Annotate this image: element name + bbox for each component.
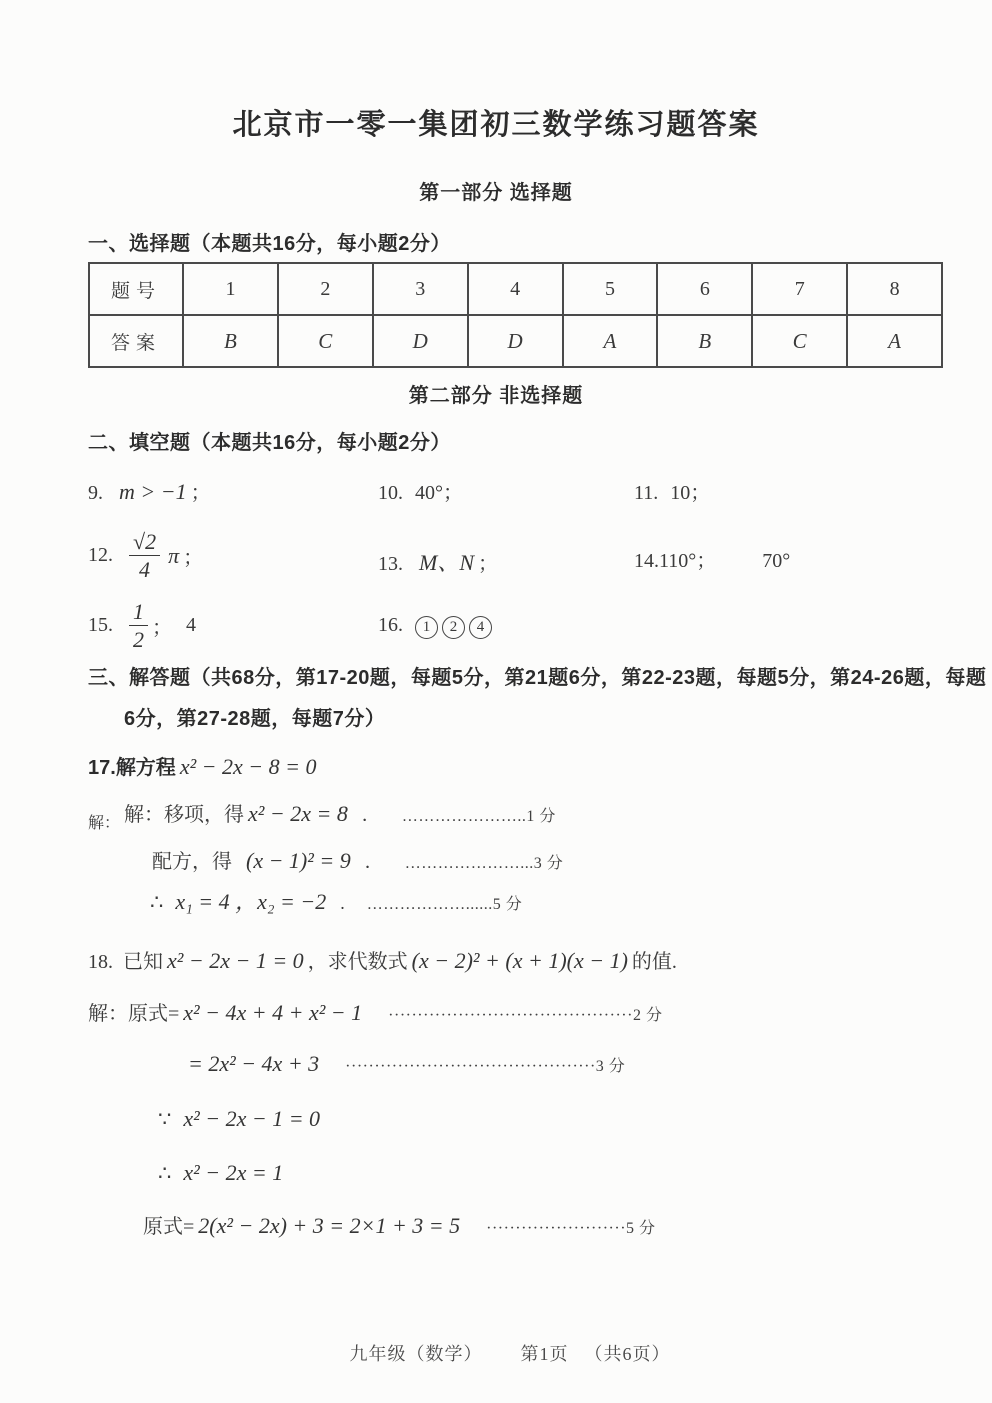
question-text: 的值. [631,951,677,973]
period: . [340,893,345,913]
item-answer: m > −1 [119,479,187,504]
table-row-question-numbers [89,263,942,315]
circled-number: 4 [469,616,492,639]
answer-cell: B [183,315,278,367]
equation: (x − 1)² = 9 [246,848,351,873]
page-footer [14,1340,992,1366]
item-answer: 110°； [659,550,717,572]
item-punctuation: ； [190,482,211,504]
equation: x² − 2x − 1 = 0 [167,948,304,973]
question-18-title [88,945,677,974]
choice-section-title: 一、选择题（本题共16分，每小题2分） [88,233,451,255]
answer-cell: A [847,315,942,367]
score-dots: …………………...3 分 [404,855,564,872]
fill-item-16 [378,614,496,639]
circled-number: 1 [415,616,438,639]
solution-line-18-4 [158,1160,287,1186]
score-dots: ························5 分 [486,1220,656,1237]
fill-item-12 [88,530,203,581]
question-number-cell: 7 [752,263,847,315]
answer-cell: C [278,315,373,367]
part1-heading: 第一部分 选择题 [419,182,573,204]
item-punctuation: ； [152,617,172,640]
question-text: ，求代数式 [307,951,408,973]
therefore-symbol: ∴ [158,1161,172,1185]
table-row-answers [89,315,942,367]
solution-prefix: 解：移项，得 [124,804,245,826]
fill-item-14 [634,544,790,573]
item-label: 16. [378,614,403,636]
solution-prefix: 原式= [143,1216,195,1238]
footer-total-pages: （共6页） [584,1344,671,1364]
answer-cell: D [468,315,563,367]
solution-prefix: 解：原式= [88,1003,180,1025]
fraction-numerator: 1 [129,600,148,626]
equation: x₁ = 4 ，x₂ = −2 [175,889,327,914]
answer-cell: A [563,315,658,367]
question-number: 18. [88,951,113,973]
solution-line-18-3 [158,1106,324,1132]
period: ． [364,852,383,872]
fraction [129,530,160,581]
fill-item-9 [88,476,211,505]
row-label-answer: 答案 [89,315,183,367]
equation: x² − 2x = 1 [183,1160,284,1185]
question-17-title [88,751,320,780]
fraction-denominator: 4 [139,557,151,583]
fraction [129,600,148,651]
item-label: 11. [634,482,659,504]
solve-section-title-line1: 三、解答题（共68分，第17-20题，每题5分，第21题6分，第22-23题，每题5分，第24-26题，每题 [88,667,987,689]
fill-item-15 [88,600,196,651]
fill-section-title: 二、填空题（本题共16分，每小题2分） [88,432,451,454]
item-answer: π [168,542,180,568]
fill-item-13 [378,546,498,577]
solution-line-17-1 [88,798,556,832]
answer-cell: B [657,315,752,367]
therefore-symbol: ∴ [150,890,164,914]
solution-line-17-2 [152,845,563,874]
question-number-cell: 3 [373,263,468,315]
footer-page-number: 第1页 [520,1344,569,1364]
period: ． [361,805,380,825]
equation: (x − 2)² + (x + 1)(x − 1) [411,948,628,973]
item-label: 15. [88,614,113,637]
fill-item-10 [378,476,463,505]
equation: x² − 2x − 8 = 0 [179,754,317,779]
item-label: 10. [378,482,403,504]
question-number-cell: 4 [468,263,563,315]
item-label: 12. [88,544,113,567]
part2-heading: 第二部分 非选择题 [408,385,584,407]
question-number-cell: 8 [847,263,942,315]
question-text: 解方程 [115,757,176,779]
item-punctuation: ； [183,547,204,570]
question-number-cell: 6 [657,263,752,315]
item-punctuation: ； [478,553,499,575]
item-answer-second: 4 [186,614,196,637]
question-number-cell: 5 [563,263,658,315]
score-dots: ···········································3 分 [345,1058,626,1075]
page-title: 北京市一零一集团初三数学练习题答案 [232,109,760,141]
answer-cell: C [752,315,847,367]
fraction-denominator: 2 [133,627,144,653]
equation: x² − 2x = 8 [248,801,348,826]
question-number-cell: 2 [278,263,373,315]
answer-cell: D [373,315,468,367]
item-label: 9. [88,482,103,504]
item-label: 13. [378,553,403,575]
item-answer: 40°； [415,482,463,504]
solution-prefix: 配方，得 [152,851,232,873]
equation: x² − 4x + 4 + x² − 1 [183,1000,363,1025]
solution-line-17-3 [150,885,522,916]
item-answer: 10； [670,482,711,504]
choice-answer-table [88,262,943,368]
fill-item-11 [634,476,710,505]
solve-section-title-line2: 6分，第27-28题，每题7分） [124,708,386,730]
question-number: 17. [88,757,116,779]
equation: 2(x² − 2x) + 3 = 2×1 + 3 = 5 [198,1213,461,1238]
fraction-numerator: √2 [129,530,160,556]
item-answer-second: 70° [762,550,791,572]
score-dots: ··········································2 分 [388,1007,663,1024]
solution-label-outer: 解： [88,815,121,832]
solution-line-18-2 [188,1051,625,1077]
score-dots: …………………..1 分 [401,808,556,825]
question-text: 已知 [123,951,163,973]
circled-number: 2 [442,616,465,639]
item-label: 14. [634,550,659,572]
item-answer: M、N [419,550,475,575]
solution-line-18-5 [143,1210,656,1239]
equation: x² − 2x − 1 = 0 [183,1106,321,1131]
solution-line-18-1 [88,997,662,1026]
score-dots: ………………......5 分 [366,896,523,913]
equation: = 2x² − 4x + 3 [188,1051,320,1076]
footer-grade: 九年级（数学） [349,1344,483,1364]
question-number-cell: 1 [183,263,278,315]
row-label-number: 题号 [89,263,183,315]
because-symbol: ∵ [158,1107,172,1131]
